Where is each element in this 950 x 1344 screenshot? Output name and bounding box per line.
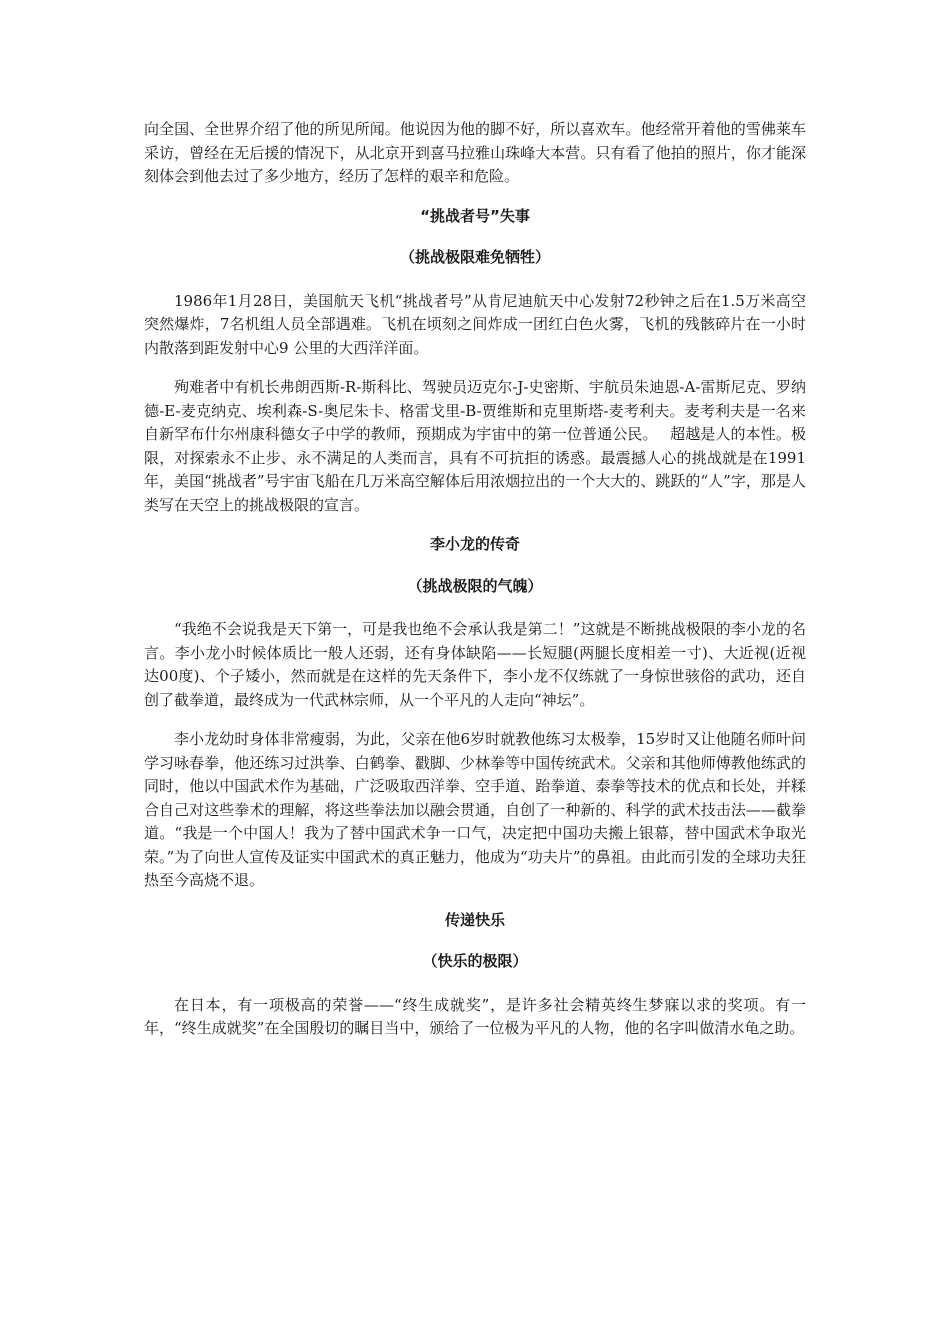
section-title-bruce-lee: 李小龙的传奇 [429,535,520,553]
intro-paragraph: 向全国、全世界介绍了他的所见所闻。他说因为他的脚不好，所以喜欢车。他经常开着他的雪佛莱车采访，曾经在无后援的情况下，从北京开到喜马拉雅山珠峰大本营。只有看了他拍的照片，你才能深刻体会到他去过了多少地方，经历了怎样的艰辛和危险。 [144,120,806,185]
section-subtitle-joy: （快乐的极限） [422,952,528,970]
section-subtitle-bruce-lee: （挑战极限的气魄） [407,576,543,595]
section-title-joy: 传递快乐 [444,910,505,929]
section-subtitle-challenger: （挑战极限难免牺牲） [399,248,550,266]
challenger-paragraph-2: 殉难者中有机长弗朗西斯-R-斯科比、驾驶员迈克尔-J-史密斯、宇航员朱迪恩-A-雷斯尼克、罗纳德-E-麦克纳克、埃利森-S-奥尼朱卡、格雷戈里-B-贾维斯和克里斯塔-麦考利夫。麦考利夫是一名来自新罕布什尔州康科德女子中学的教师，预期成为宇宙中的第一位普通公民。 超越是人的本性。极限，对探索永不止步、永不满足的人类而言，具有不可抗拒的诱惑。最震撼人心的挑战就是在1991年，美国“挑战者”号宇宙飞船在几万米高空解体后用浓烟拉出的一个大大的、跳跃的“人”字，那是人类写在天空上的挑战极限的宣言。 [144,378,806,514]
section-title-challenger: “挑战者号”失事 [420,206,530,225]
challenger-paragraph-1: 1986年1月28日，美国航天飞机“挑战者号”从肯尼迪航天中心发射72秒钟之后在1.5万米高空突然爆炸，7名机组人员全部遇难。飞机在顷刻之间炸成一团红白色火雾，飞机的残骸碎片在一小时内散落到距发射中心9 公里的大西洋洋面。 [144,291,806,357]
bruce-lee-paragraph-2: 李小龙幼时身体非常瘦弱，为此，父亲在他6岁时就教他练习太极拳，15岁时又让他随名师叶问学习咏春拳，他还练习过洪拳、白鹤拳、戳脚、少林拳等中国传统武术。父亲和其他师傅教他练武的同时，他以中国武术作为基础，广泛吸取西洋拳、空手道、跆拳道、泰拳等技术的优点和长处，并糅合自己对这些拳术的理解，将这些拳法加以融会贯通，自创了一种新的、科学的武术技击法——截拳道。“我是一个中国人！我为了替中国武术争一口气，决定把中国功夫搬上银幕，替中国武术争取光荣。”为了向世人宣传及证实中国武术的真正魅力，他成为“功夫片”的鼻祖。由此而引发的全球功夫狂热至今高烧不退。 [144,730,806,889]
document-page [144,118,806,1057]
bruce-lee-paragraph-1: “我绝不会说我是天下第一，可是我也绝不会承认我是第二！”这就是不断挑战极限的李小龙的名言。李小龙小时候体质比一般人还弱，还有身体缺陷——长短腿(两腿长度相差一寸)、大近视(近视达00度)、个子矮小，然而就是在这样的先天条件下，李小龙不仅练就了一身惊世骇俗的武功，还自创了截拳道，最终成为一代武林宗师，从一个平凡的人走向“神坛”。 [144,620,806,709]
joy-paragraph-1: 在日本，有一项极高的荣誉——“终生成就奖”，是许多社会精英终生梦寐以求的奖项。有一年，“终生成就奖”在全国殷切的瞩目当中，颁给了一位极为平凡的人物，他的名字叫做清水龟之助。 [144,995,806,1037]
